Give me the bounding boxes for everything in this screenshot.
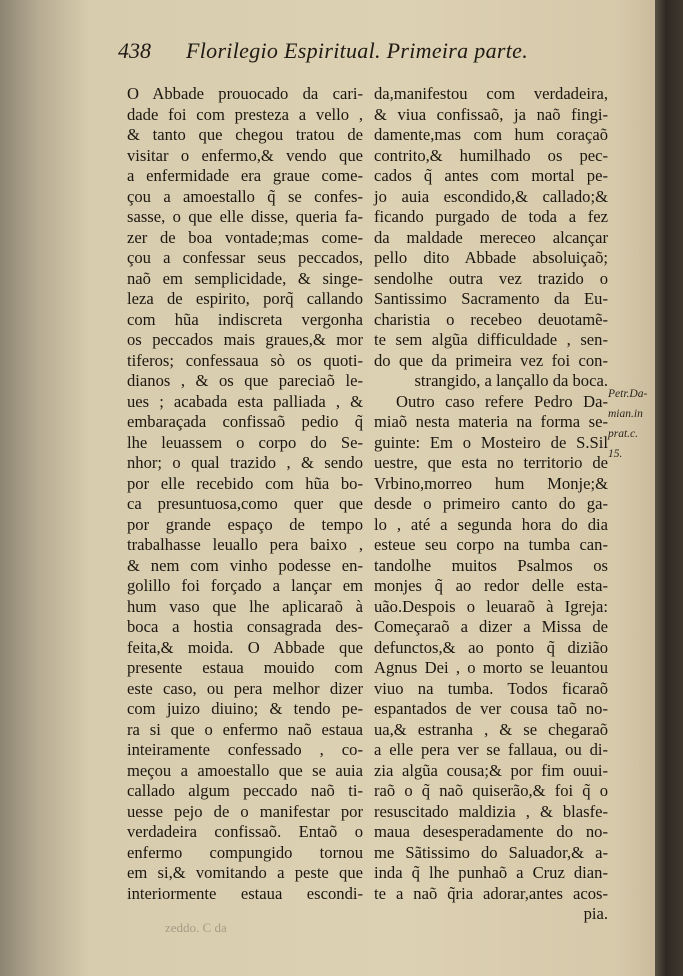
text-line: ra si que o enfermo naõ estaua [127, 719, 363, 739]
text-line: hum vaso que lhe aplicaraõ à [127, 596, 363, 616]
text-line: a elle pera ver se fallaua, ou di- [374, 740, 608, 759]
text-line: contrito,& humilhado os pec- [374, 145, 608, 165]
text-line: esteue seu corpo na tumba can- [374, 535, 608, 554]
text-line: espantados de ver cousa taõ no- [374, 699, 608, 718]
text-line: verdadeira confissaõ. Entaõ o [127, 822, 363, 841]
text-line: este caso, ou pera melhor dizer [127, 678, 363, 698]
text-line: zia algũa cousa;& por fim ouui- [374, 760, 608, 780]
text-line: zer de boa vontade;mas come- [127, 227, 363, 247]
text-line: da,manifestou com verdadeira, [374, 84, 608, 103]
text-line: uesse pejo de o manifestar por [127, 801, 363, 821]
text-line: jo auia escondido,& callado;& [374, 186, 608, 206]
text-line: os peccados mais graues,& mor [127, 330, 363, 349]
text-line: Outro caso refere Pedro Da- [396, 391, 608, 411]
text-line: ues ; acabada esta palliada , & [127, 391, 363, 411]
text-line: pello dito Abbade absoluiçaõ; [374, 248, 608, 267]
text-line: feita,& moida. O Abbade que [127, 637, 363, 657]
text-line: me Sãtissimo do Saluador,& a- [374, 842, 608, 862]
running-header [118, 38, 638, 68]
text-line: golillo foi forçado a lançar em [127, 576, 363, 595]
text-line: maua desesperadamente do no- [374, 822, 608, 841]
text-line: meçou a amoestallo que se auia [127, 760, 363, 780]
text-line: naõ em semplicidade, & singe- [127, 268, 363, 288]
text-line: trabalhasse leuallo pera baixo , [127, 535, 363, 554]
text-line: sasse, o que elle disse, queria fa- [127, 207, 363, 226]
right-text-column [374, 84, 608, 925]
text-line: por elle recebido com hũa bo- [127, 473, 363, 493]
marginal-citation [608, 384, 652, 464]
text-line: charistia o recebeo deuotamẽ- [374, 309, 608, 329]
text-line: ca presuntuosa,como quer que [127, 494, 363, 513]
text-line: te a naõ q̃ria adorar,antes acos- [374, 883, 608, 903]
text-line: do que da primeira vez foi con- [374, 350, 608, 370]
text-line: interiormente estaua escondi- [127, 883, 363, 903]
text-line: & nem com vinho podesse en- [127, 555, 363, 575]
page-number: 438 [118, 38, 151, 63]
text-line: callado algum peccado naõ ti- [127, 781, 363, 800]
text-line: da maldade mereceo alcançar [374, 227, 608, 247]
text-line: inteiramente confessado , co- [127, 740, 363, 759]
text-line: inda q̃ lhe punhaõ a Cruz dian- [374, 863, 608, 882]
text-line: ficando purgado de toda a fez [374, 207, 608, 226]
margin-note-line: 15. [608, 448, 623, 460]
text-line: te sem algũa difficuldade , sen- [374, 330, 608, 349]
text-line: & viua confissaõ, ja naõ fingi- [374, 104, 608, 124]
text-line: Começaraõ a dizer a Missa de [374, 617, 608, 636]
text-line: presente estaua mouido com [127, 658, 363, 677]
margin-note-line: prat.c. [608, 428, 639, 440]
text-line: cados q̃ antes com mortal pe- [374, 166, 608, 185]
left-text-column [127, 84, 363, 904]
text-line: embaraçada confissaõ pedio q̃ [127, 412, 363, 431]
bleed-through-text: zeddo. C da [165, 920, 227, 935]
text-line: tandolhe muitos Psalmos os [374, 555, 608, 575]
text-line: Vrbino,morreo hum Monje;& [374, 473, 608, 493]
text-line: resuscitado maldizia , & blasfe- [374, 801, 608, 821]
text-line: visitar o enfermo,& vendo que [127, 145, 363, 165]
book-binding-edge [655, 0, 683, 976]
text-line: viuo na tumba. Todos ficaraõ [374, 678, 608, 698]
text-line: miaõ nesta materia na forma se- [374, 412, 608, 431]
text-line: defunctos,& ao ponto q̃ dizião [374, 637, 608, 657]
text-line: dade foi com presteza a vello , [127, 104, 363, 124]
text-line: boca a hostia consagrada des- [127, 617, 363, 636]
text-line: lo , até a segunda hora do dia [374, 514, 608, 534]
text-line: enfermo compungido tornou [127, 842, 363, 862]
text-line: a enfermidade era graue come- [127, 166, 363, 185]
text-line: raõ o q̃ naõ quiserão,& foi q̃ o [374, 781, 608, 800]
text-line: em si,& vomitando a peste que [127, 863, 363, 882]
text-line: com hũa indiscreta vergonha [127, 309, 363, 329]
text-line: guinte: Em o Mosteiro de S.Sil [374, 432, 608, 452]
text-line: O Abbade prouocado da cari- [127, 84, 363, 103]
text-line: çou a confessar seus peccados, [127, 248, 363, 267]
text-line: ua,& estranha , & se chegaraõ [374, 719, 608, 739]
text-line: nhor; o qual trazido , & sendo [127, 453, 363, 472]
text-line: pia. [583, 904, 608, 923]
text-line: sendolhe outra vez trazido o [374, 268, 608, 288]
text-line: monjes q̃ ao redor delle esta- [374, 576, 608, 595]
text-line: tiferos; confessaua sò os quoti- [127, 350, 363, 370]
text-line: uão.Despois o leuaraõ à Igreja: [374, 596, 608, 616]
text-line: leza de espirito, porq̃ callando [127, 289, 363, 308]
text-line: com juizo diuino; & tendo pe- [127, 699, 363, 718]
text-line: damente,mas com hum coraçaõ [374, 125, 608, 144]
text-line: por grande espaço de tempo [127, 514, 363, 534]
text-line: uestre, que esta no territorio de [374, 453, 608, 472]
text-line: strangido, a lançallo da boca. [414, 371, 608, 390]
margin-note-line: Petr.Da- [608, 388, 648, 400]
text-line: & tanto que chegou tratou de [127, 125, 363, 144]
running-title: Florilegio Espiritual. Primeira parte. [186, 38, 529, 63]
text-line: Santissimo Sacramento da Eu- [374, 289, 608, 308]
text-line: çou a amoestallo q̃ se confes- [127, 186, 363, 206]
margin-note-line: mian.in [608, 408, 643, 420]
text-line: Agnus Dei , o morto se leuantou [374, 658, 608, 677]
text-line: dianos , & os que pareciaõ le- [127, 371, 363, 390]
text-line: lhe leuassem o corpo do Se- [127, 432, 363, 452]
text-line: desde o primeiro canto do ga- [374, 494, 608, 513]
